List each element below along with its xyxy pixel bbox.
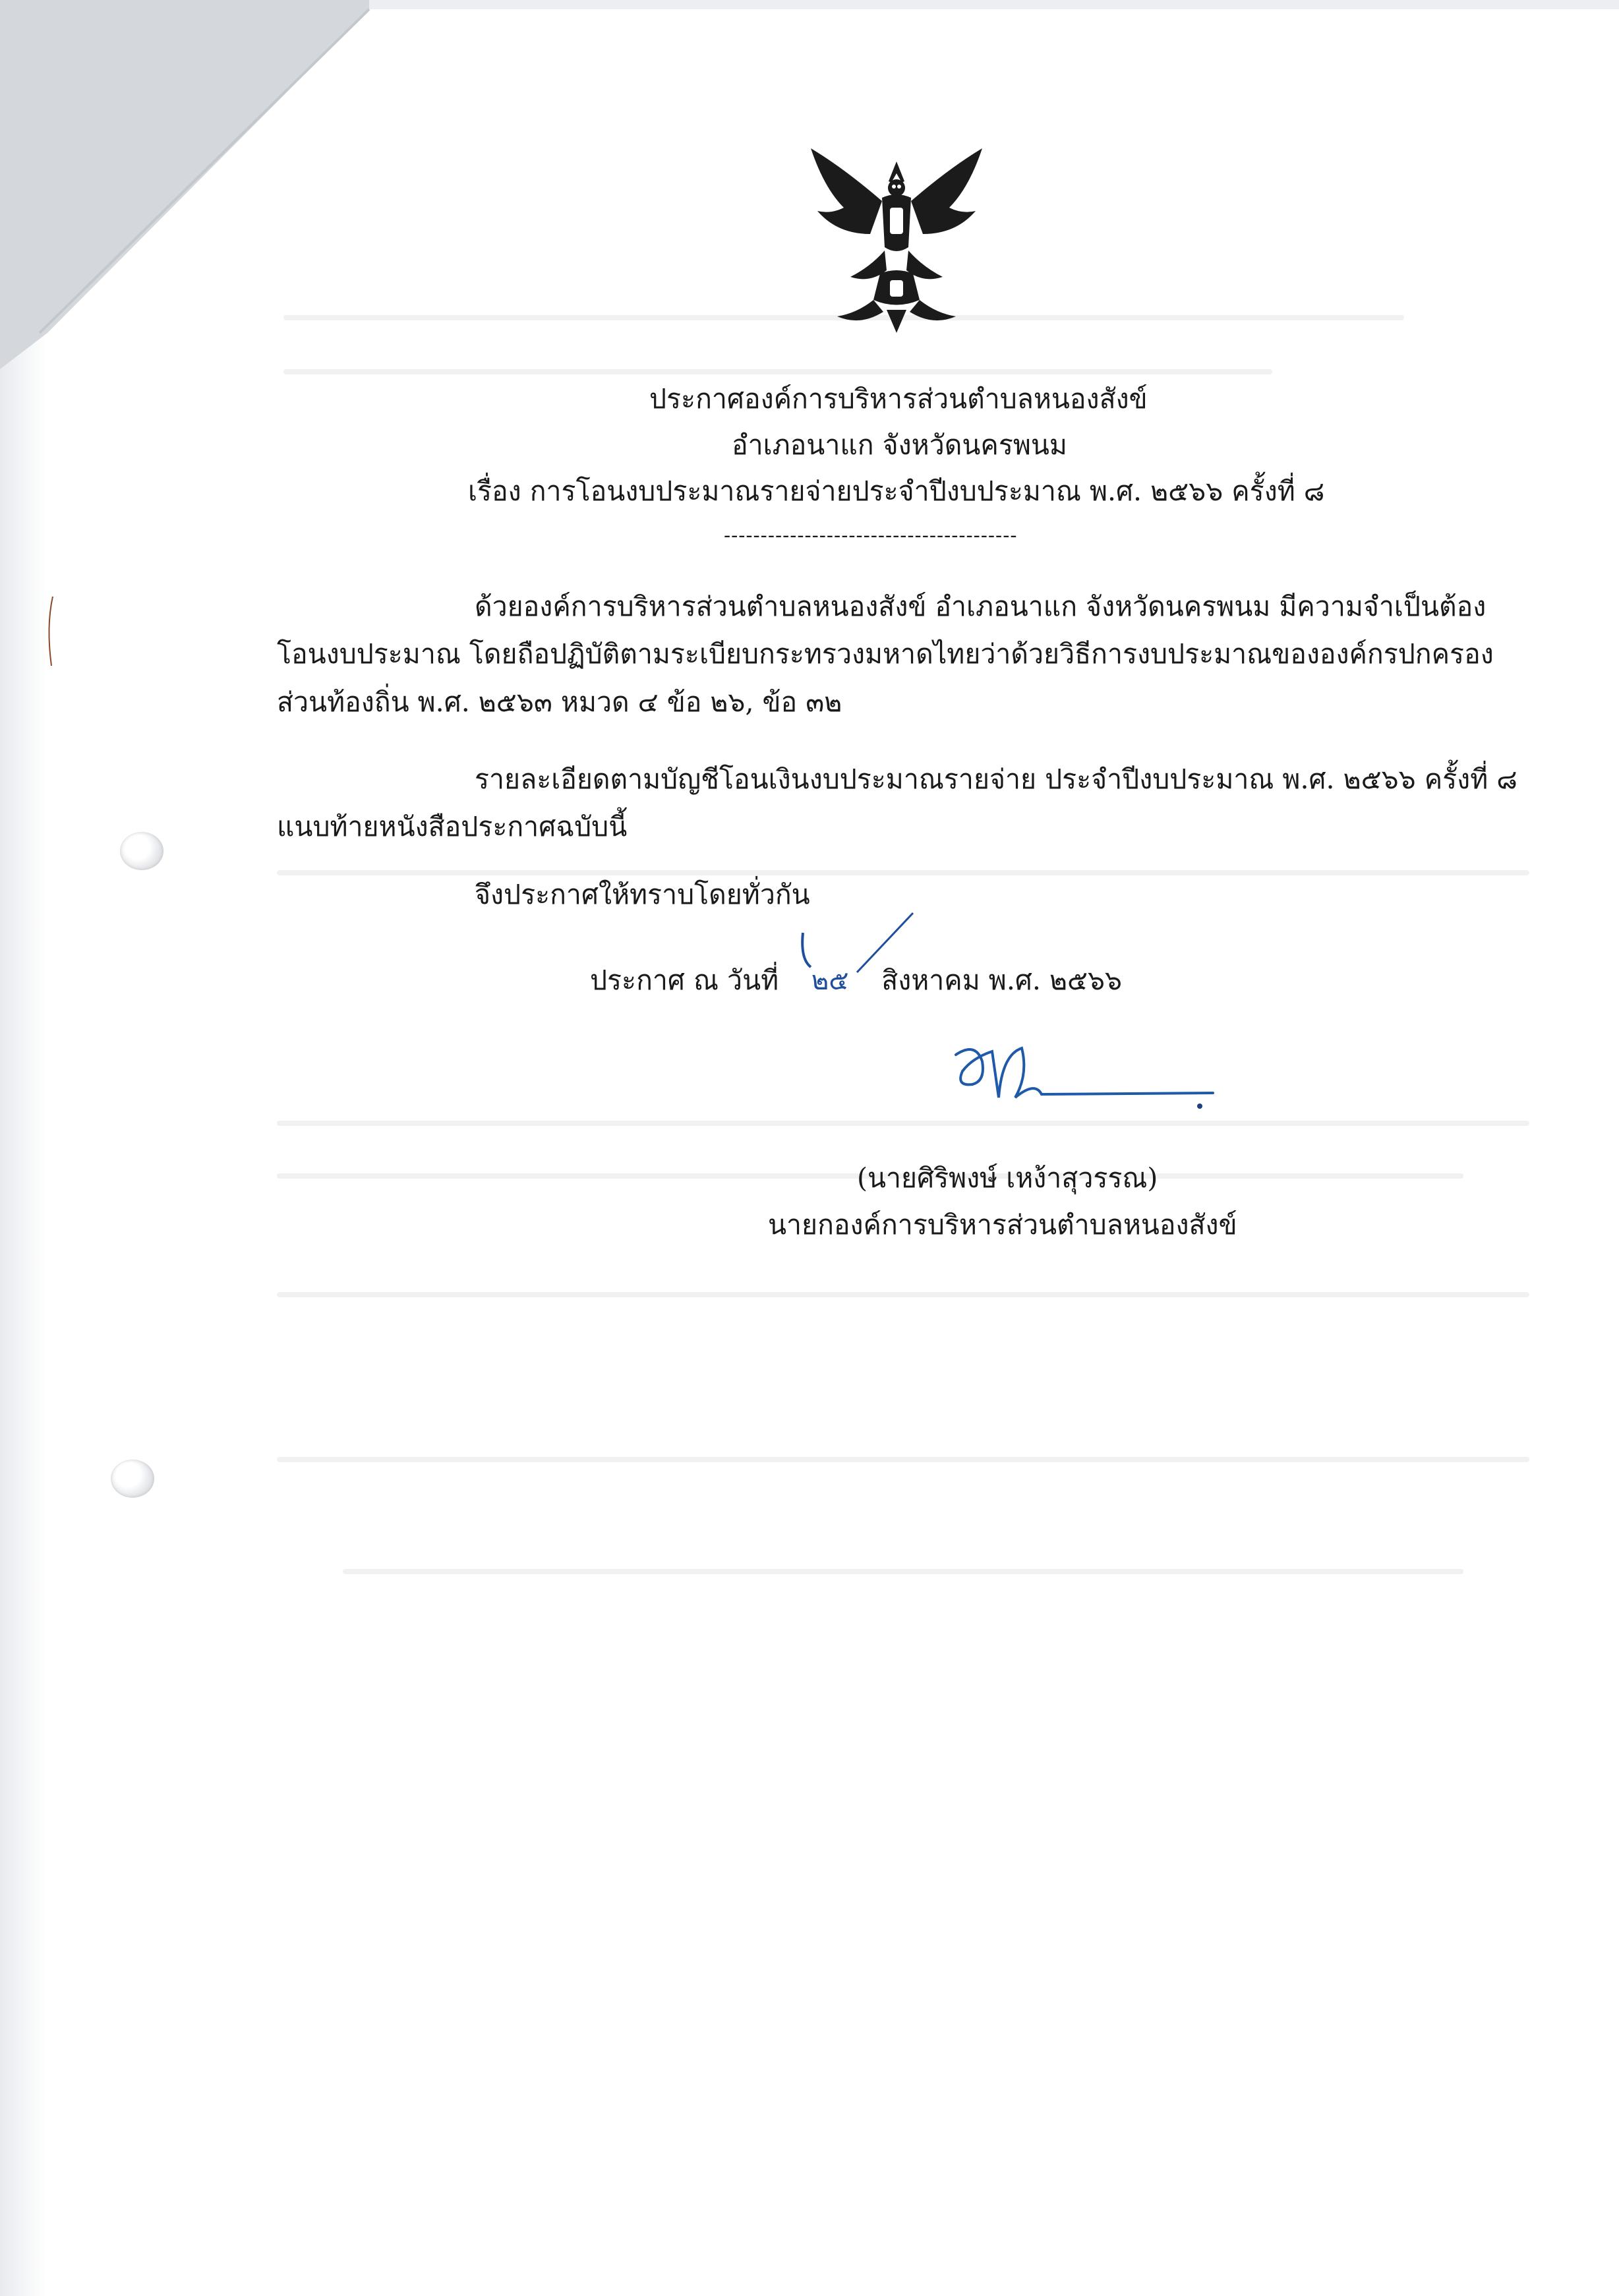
bleed-through-mark bbox=[277, 1292, 1529, 1297]
paragraph-1-line-1: ด้วยองค์การบริหารส่วนตำบลหนองสังข์ อำเภอนาแก จังหวัดนครพนม มีความจำเป็นต้อง bbox=[475, 591, 1487, 622]
bleed-through-mark bbox=[343, 1569, 1463, 1574]
signatory-title: นายกองค์การบริหารส่วนตำบลหนองสังข์ bbox=[768, 1209, 1237, 1241]
paragraph-1-line-3: ส่วนท้องถิ่น พ.ศ. ๒๕๖๓ หมวด ๔ ข้อ ๒๖, ข้อ ๓๒ bbox=[277, 686, 842, 718]
paragraph-2-line-1: รายละเอียดตามบัญชีโอนเงินงบประมาณรายจ่าย ประจำปีงบประมาณ พ.ศ. ๒๕๖๖ ครั้งที่ ๘ bbox=[475, 763, 1517, 795]
document-subject: เรื่อง การโอนงบประมาณรายจ่ายประจำปีงบประมาณ พ.ศ. ๒๕๖๖ ครั้งที่ ๘ bbox=[468, 475, 1325, 507]
punch-hole-bottom bbox=[111, 1459, 154, 1498]
header-line-1: ประกาศองค์การบริหารส่วนตำบลหนองสังข์ bbox=[649, 383, 1148, 415]
garuda-emblem bbox=[798, 135, 995, 339]
signatory-name: (นายศิริพงษ์ เหง้าสุวรรณ) bbox=[857, 1162, 1158, 1194]
handwriting-mark bbox=[791, 906, 923, 979]
pen-mark bbox=[40, 593, 59, 672]
bleed-through-mark bbox=[277, 870, 1529, 875]
announcement-closing: จึงประกาศให้ทราบโดยทั่วกัน bbox=[475, 879, 810, 910]
bleed-through-mark bbox=[277, 1457, 1529, 1462]
bleed-through-mark bbox=[283, 369, 1272, 374]
signature bbox=[936, 1035, 1226, 1121]
date-day: ๒๕ bbox=[811, 966, 849, 996]
punch-hole-top bbox=[120, 832, 163, 870]
paragraph-1-line-2: โอนงบประมาณ โดยถือปฏิบัติตามระเบียบกระทรวงมหาดไทยว่าด้วยวิธีการงบประมาณขององค์กรปกครอง bbox=[277, 638, 1494, 670]
date-suffix: สิงหาคม พ.ศ. ๒๕๖๖ bbox=[881, 964, 1123, 996]
bleed-through-mark bbox=[277, 1121, 1529, 1126]
header-line-2: อำเภอนาแก จังหวัดนครพนม bbox=[732, 429, 1067, 461]
date-prefix: ประกาศ ณ วันที่ bbox=[590, 964, 779, 996]
paragraph-2-line-2: แนบท้ายหนังสือประกาศฉบับนี้ bbox=[277, 811, 628, 842]
header-separator: ---------------------------------------- bbox=[724, 524, 1018, 547]
